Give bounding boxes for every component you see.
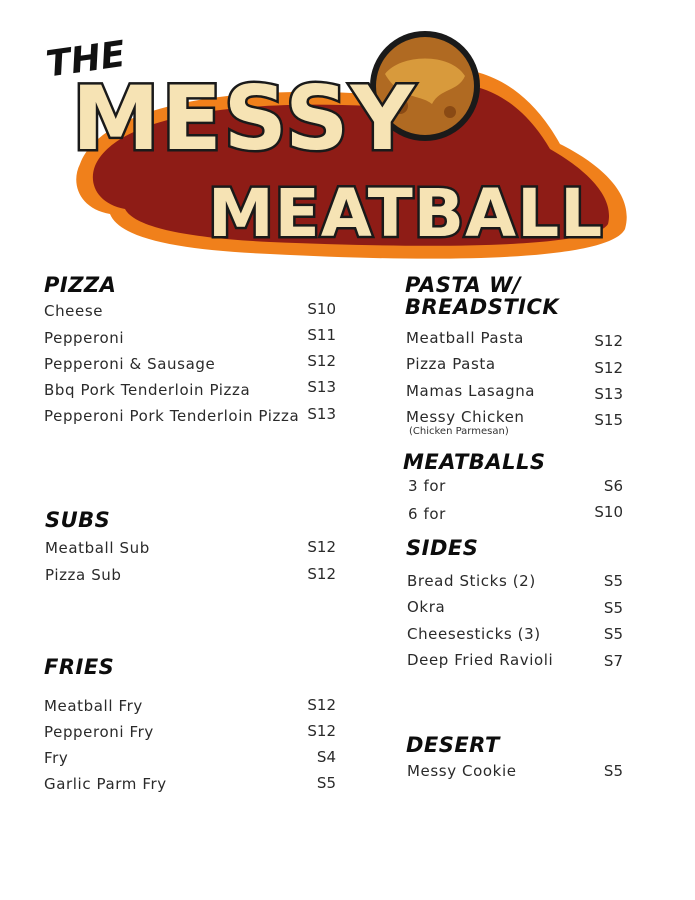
pasta-section-title-line2: BREADSTICK xyxy=(405,295,560,319)
menu-item-price: S5 xyxy=(316,774,336,792)
menu-item-name: Pepperoni Pork Tenderloin Pizza xyxy=(44,407,300,425)
menu-item-name: Cheese xyxy=(44,302,104,320)
menu-item-name: Meatball Fry xyxy=(44,697,143,715)
menu-item-name: Meatball Sub xyxy=(45,539,150,557)
menu-item-price: S10 xyxy=(307,300,336,318)
menu-item-price: S12 xyxy=(307,538,336,556)
subs-section-title: SUBS xyxy=(45,508,111,532)
menu-item-price: S5 xyxy=(603,599,623,617)
menu-item-name: Fry xyxy=(44,749,69,767)
desert-section-title: DESERT xyxy=(406,733,500,757)
menu-item-name: Bbq Pork Tenderloin Pizza xyxy=(44,381,251,399)
menu-item-name: Okra xyxy=(407,598,446,616)
menu-item-name: Messy Chicken xyxy=(406,408,525,426)
messy-meatball-logo xyxy=(40,14,640,264)
menu-item-price: S5 xyxy=(603,572,623,590)
menu-item-price: S12 xyxy=(307,352,336,370)
sides-section-title: SIDES xyxy=(406,536,479,560)
menu-item-name: Pizza Pasta xyxy=(406,355,496,373)
menu-item-name: Pizza Sub xyxy=(45,566,122,584)
menu-item-name: Pepperoni & Sausage xyxy=(44,355,216,373)
menu-item-price: S13 xyxy=(307,378,336,396)
pizza-section-title: PIZZA xyxy=(44,273,117,297)
menu-item-name: Meatball Pasta xyxy=(406,329,524,347)
menu-item-price: S13 xyxy=(594,385,623,403)
logo-messy-text: MESSY xyxy=(72,67,417,170)
menu-item-name: Pepperoni Fry xyxy=(44,723,154,741)
menu-item-price: S12 xyxy=(594,332,623,350)
menu-item-name: Garlic Parm Fry xyxy=(44,775,167,793)
fries-section-title: FRIES xyxy=(44,655,115,679)
menu-item-name: Messy Cookie xyxy=(407,762,517,780)
menu-item-price: S10 xyxy=(594,503,623,521)
menu-item-price: S7 xyxy=(603,652,623,670)
menu-item-price: S13 xyxy=(307,405,336,423)
menu-item-price: S4 xyxy=(316,748,336,766)
menu-item-price: S5 xyxy=(603,625,623,643)
menu-item-name: Mamas Lasagna xyxy=(406,382,536,400)
pasta-section-title-line1: PASTA W/ xyxy=(405,273,521,297)
menu-item-price: S11 xyxy=(307,326,336,344)
meatballs-section-title: MEATBALLS xyxy=(403,450,546,474)
menu-item-price: S6 xyxy=(603,477,623,495)
logo-meatball-text: MEATBALL xyxy=(208,175,604,252)
menu-item-name: Bread Sticks (2) xyxy=(407,572,536,590)
menu-item-name: Deep Fried Ravioli xyxy=(407,651,554,669)
menu-item-price: S5 xyxy=(603,762,623,780)
menu-item-name: Cheesesticks (3) xyxy=(407,625,541,643)
menu-item-note: (Chicken Parmesan) xyxy=(409,426,509,437)
menu-item-price: S15 xyxy=(594,411,623,429)
menu-item-name: 3 for xyxy=(408,477,446,495)
menu-item-price: S12 xyxy=(307,565,336,583)
menu-item-name: 6 for xyxy=(408,505,446,523)
menu-item-price: S12 xyxy=(307,722,336,740)
menu-item-price: S12 xyxy=(307,696,336,714)
menu-item-name: Pepperoni xyxy=(44,329,125,347)
menu-item-price: S12 xyxy=(594,359,623,377)
logo-the-text: THE xyxy=(43,33,128,86)
